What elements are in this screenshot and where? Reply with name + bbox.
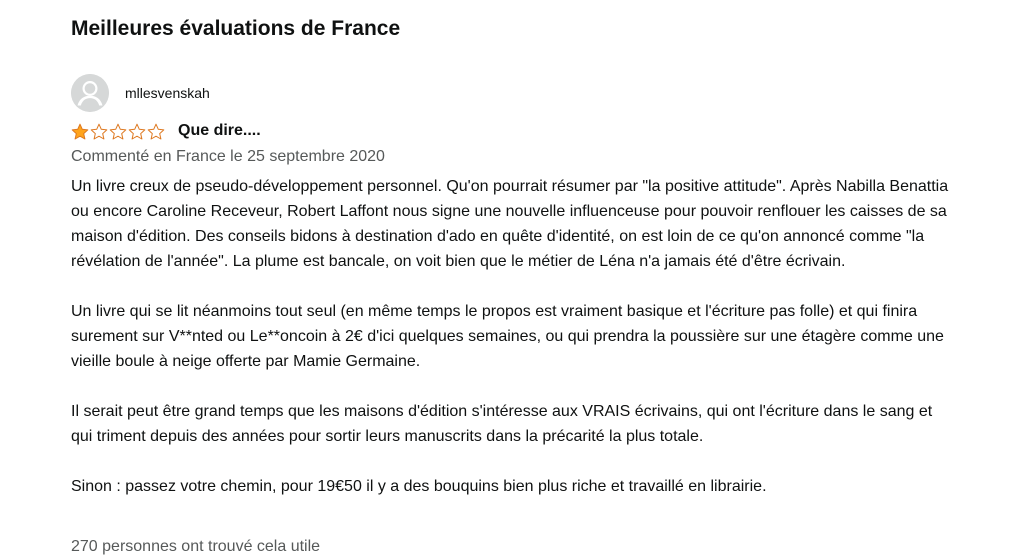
helpful-count: 270 personnes ont trouvé cela utile [71,538,321,555]
reviewer-name[interactable]: mllesvenskah [125,85,210,101]
review-title[interactable]: Que dire.... [178,122,261,139]
rating-row [71,121,261,141]
review-paragraph: Un livre qui se lit néanmoins tout seul (en même temps le propos est vraiment basique et l'écriture pas folle) et qui finira surement sur V**nted ou Le**oncoin à 2€ d'ici quelques semaines, ou qui prendra la poussière sur une étagère comme une vieille boule à neige offerte par Mamie Germaine. [71,303,944,370]
star-empty-icon [147,123,165,140]
star-rating[interactable] [71,123,166,140]
section-title: Meilleures évaluations de France [71,17,401,40]
star-filled-icon [71,123,89,140]
star-empty-icon [128,123,146,140]
review-paragraph: Sinon : passez votre chemin, pour 19€50 il y a des bouquins bien plus riche et travaillé en librairie. [71,478,767,495]
star-empty-icon [90,123,108,140]
star-empty-icon [109,123,127,140]
review-paragraph: Il serait peut être grand temps que les maisons d'édition s'intéresse aux VRAIS écrivains, qui ont l'écriture dans le sang et qui triment depuis des années pour sortir leurs manuscrits dans la précarité la plus totale. [71,403,933,445]
review-paragraph: Un livre creux de pseudo-développement personnel. Qu'on pourrait résumer par "la positive attitude". Après Nabilla Benattia ou encore Caroline Receveur, Robert Laffont nous signe une nouvelle influenceuse pour pouvoir renflouer les caisses de sa maison d'édition. Des conseils bidons à destination d'ado en quête d'identité, on est loin de ce qu'on annoncé comme "la révélation de l'année". La plume est bancale, on voit bien que le métier de Léna n'a jamais été d'être écrivain. [71,178,949,270]
reviewer-profile[interactable] [71,74,210,112]
review-date: Commenté en France le 25 septembre 2020 [71,148,385,165]
review-body [71,174,951,524]
user-silhouette-icon[interactable] [71,74,109,112]
